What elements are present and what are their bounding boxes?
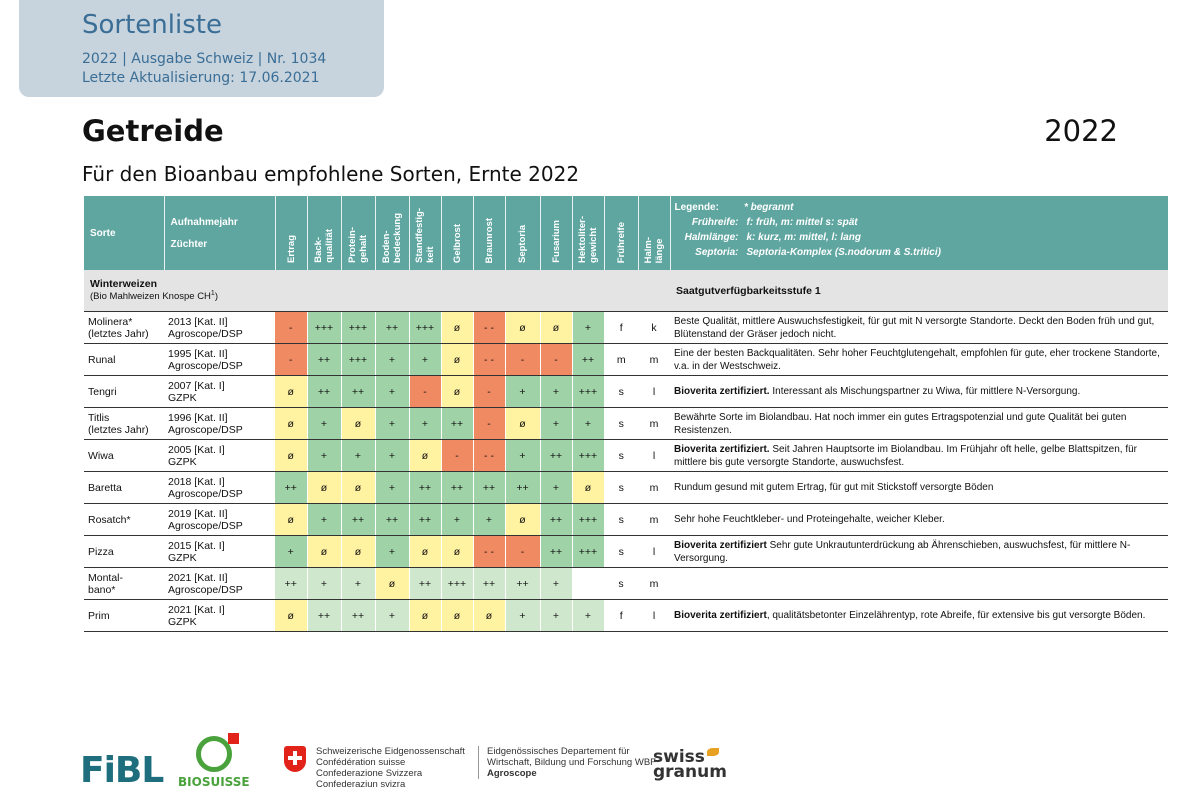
legend-septoria-label: Septoria: bbox=[695, 247, 739, 258]
rating-braunrost: ++ bbox=[473, 568, 505, 600]
rating-standfestigkeit: + bbox=[409, 344, 441, 376]
rating-gelbrost: ø bbox=[441, 536, 473, 568]
rating-halmlaenge: m bbox=[638, 504, 670, 536]
rating-septoria: - bbox=[505, 536, 540, 568]
rating-proteingehalt: +++ bbox=[341, 312, 375, 344]
section-subtitle: (Bio Mahlweizen Knospe $CH^1$) bbox=[90, 290, 218, 303]
rating-gelbrost: ø bbox=[441, 600, 473, 632]
rating-ertrag: ø bbox=[275, 600, 307, 632]
admission-breeder: 2019 [Kat. II] Agroscope/DSP bbox=[164, 504, 275, 536]
rating-proteingehalt: ++ bbox=[341, 376, 375, 408]
table-row bbox=[84, 472, 1168, 504]
rating-gelbrost: ø bbox=[441, 344, 473, 376]
rating-standfestigkeit: ++ bbox=[409, 472, 441, 504]
table-row bbox=[84, 504, 1168, 536]
rating-ertrag: ø bbox=[275, 376, 307, 408]
rating-halmlaenge: m bbox=[638, 408, 670, 440]
admission-breeder: 1995 [Kat. II] Agroscope/DSP bbox=[164, 344, 275, 376]
rating-ertrag: - bbox=[275, 312, 307, 344]
rating-backqualitaet: ++ bbox=[307, 600, 341, 632]
admission-breeder: 1996 [Kat. II] Agroscope/DSP bbox=[164, 408, 275, 440]
col-header-hektolitergewicht: Hektoliter- gewicht bbox=[572, 196, 604, 270]
rating-bodenbedeckung: ++ bbox=[375, 504, 409, 536]
rating-hektolitergewicht: + bbox=[572, 408, 604, 440]
variety-comment: Beste Qualität, mittlere Auswuchsfestigkeit, für gut mit N versorgte Standorte. Deckt den Boden früh und gut, Blütenstand der Gräser jedoch nicht. bbox=[670, 312, 1168, 344]
rating-braunrost: + bbox=[473, 504, 505, 536]
fibl-logo: FiBL bbox=[80, 750, 164, 791]
col-header-aufnahme: Aufnahmejahr Züchter bbox=[164, 196, 275, 270]
rating-gelbrost: ø bbox=[441, 376, 473, 408]
rating-standfestigkeit: ø bbox=[409, 536, 441, 568]
rating-hektolitergewicht: ++ bbox=[572, 344, 604, 376]
section-title: Winterweizen bbox=[90, 278, 157, 291]
page-subtitle: Für den Bioanbau empfohlene Sorten, Ernte 2022 bbox=[82, 162, 580, 186]
rating-fruehreife: s bbox=[604, 472, 638, 504]
variety-name: Baretta bbox=[84, 472, 164, 504]
rating-bodenbedeckung: + bbox=[375, 536, 409, 568]
wbf-text: Eidgenössisches Departement für Wirtschaft, Bildung und Forschung WBF Agroscope bbox=[478, 746, 656, 779]
rating-braunrost: ø bbox=[473, 600, 505, 632]
rating-backqualitaet: ++ bbox=[307, 344, 341, 376]
rating-backqualitaet: ++ bbox=[307, 376, 341, 408]
variety-comment: Sehr hohe Feuchtkleber- und Proteingehalte, weicher Kleber. bbox=[670, 504, 1168, 536]
rating-fusarium: + bbox=[540, 376, 572, 408]
table-row bbox=[84, 600, 1168, 632]
admission-breeder: 2013 [Kat. II] Agroscope/DSP bbox=[164, 312, 275, 344]
rating-fruehreife: s bbox=[604, 536, 638, 568]
rating-braunrost: - - bbox=[473, 536, 505, 568]
rating-bodenbedeckung: + bbox=[375, 600, 409, 632]
rating-ertrag: ø bbox=[275, 408, 307, 440]
page-title: Getreide bbox=[82, 114, 224, 148]
table-row bbox=[84, 536, 1168, 568]
confederation-text: Schweizerische Eidgenossenschaft Confédération suisse Confederazione Svizzera Confederaziun svizra bbox=[316, 746, 465, 790]
rating-fusarium: ++ bbox=[540, 440, 572, 472]
variety-comment: Bioverita zertifiziert, qualitätsbetonter Einzelährentyp, rote Abreife, für extensive bis gut versorgte Böden. bbox=[670, 600, 1168, 632]
rating-proteingehalt: +++ bbox=[341, 344, 375, 376]
rating-fusarium: + bbox=[540, 568, 572, 600]
rating-hektolitergewicht: + bbox=[572, 600, 604, 632]
rating-hektolitergewicht: +++ bbox=[572, 440, 604, 472]
col-header-septoria: Septoria bbox=[505, 196, 540, 270]
rating-halmlaenge: l bbox=[638, 440, 670, 472]
rating-proteingehalt: ++ bbox=[341, 600, 375, 632]
rating-fusarium: + bbox=[540, 600, 572, 632]
legend-septoria: Septoria-Komplex (S.nodorum & S.tritici) bbox=[746, 247, 941, 258]
rating-ertrag: - bbox=[275, 344, 307, 376]
col-header-gelbrost: Gelbrost bbox=[441, 196, 473, 270]
rating-septoria: - bbox=[505, 344, 540, 376]
variety-comment bbox=[670, 568, 1168, 600]
rating-bodenbedeckung: + bbox=[375, 472, 409, 504]
year-label: 2022 bbox=[1044, 114, 1118, 148]
rating-bodenbedeckung: + bbox=[375, 440, 409, 472]
col-header-sorte: Sorte bbox=[84, 196, 164, 270]
rating-ertrag: + bbox=[275, 536, 307, 568]
col-header-braunrost: Braunrost bbox=[473, 196, 505, 270]
variety-name: Rosatch* bbox=[84, 504, 164, 536]
rating-braunrost: - - bbox=[473, 440, 505, 472]
rating-ertrag: ++ bbox=[275, 568, 307, 600]
rating-septoria: ++ bbox=[505, 568, 540, 600]
swiss-flag-icon bbox=[228, 733, 239, 744]
rating-ertrag: ++ bbox=[275, 472, 307, 504]
table-row bbox=[84, 408, 1168, 440]
rating-hektolitergewicht: +++ bbox=[572, 376, 604, 408]
table-row bbox=[84, 440, 1168, 472]
legend-fruehreife-label: Frühreife: bbox=[691, 217, 739, 228]
rating-septoria: ++ bbox=[505, 472, 540, 504]
variety-comment: Bewährte Sorte im Biolandbau. Hat noch immer ein gutes Ertragspotenzial und gute Qualität bei guten Resistenzen. bbox=[670, 408, 1168, 440]
rating-halmlaenge: l bbox=[638, 536, 670, 568]
variety-name: Montal- bano* bbox=[84, 568, 164, 600]
table-row bbox=[84, 312, 1168, 344]
col-header-halmlaenge: Halm- länge bbox=[638, 196, 670, 270]
rating-halmlaenge: k bbox=[638, 312, 670, 344]
admission-breeder: 2021 [Kat. I] GZPK bbox=[164, 600, 275, 632]
variety-comment: Bioverita zertifiziert. Seit Jahren Hauptsorte im Biolandbau. Im Frühjahr oft helle, gelbe Blattspitzen, für mittlere bis gute versorgte Standorte, auswuchsfest. bbox=[670, 440, 1168, 472]
col-header-ertrag: Ertrag bbox=[275, 196, 307, 270]
rating-fusarium: + bbox=[540, 472, 572, 504]
seed-availability: Saatgutverfügbarkeitsstufe 1 bbox=[670, 270, 1168, 312]
rating-backqualitaet: +++ bbox=[307, 312, 341, 344]
section-row bbox=[84, 270, 1168, 312]
col-header-backqualitaet: Back- qualität bbox=[307, 196, 341, 270]
rating-gelbrost: +++ bbox=[441, 568, 473, 600]
rating-ertrag: ø bbox=[275, 440, 307, 472]
admission-breeder: 2021 [Kat. II] Agroscope/DSP bbox=[164, 568, 275, 600]
rating-braunrost: - - bbox=[473, 344, 505, 376]
rating-fruehreife: m bbox=[604, 344, 638, 376]
rating-fruehreife: s bbox=[604, 568, 638, 600]
rating-halmlaenge: m bbox=[638, 344, 670, 376]
rating-bodenbedeckung: + bbox=[375, 376, 409, 408]
rating-fruehreife: f bbox=[604, 312, 638, 344]
biosuisse-bud-icon bbox=[196, 736, 232, 772]
rating-fruehreife: s bbox=[604, 440, 638, 472]
rating-backqualitaet: + bbox=[307, 504, 341, 536]
rating-ertrag: ø bbox=[275, 504, 307, 536]
rating-proteingehalt: + bbox=[341, 440, 375, 472]
rating-backqualitaet: + bbox=[307, 408, 341, 440]
rating-septoria: ø bbox=[505, 504, 540, 536]
rating-fusarium: + bbox=[540, 408, 572, 440]
rating-standfestigkeit: ++ bbox=[409, 568, 441, 600]
variety-name: Wiwa bbox=[84, 440, 164, 472]
admission-breeder: 2005 [Kat. I] GZPK bbox=[164, 440, 275, 472]
rating-gelbrost: - bbox=[441, 440, 473, 472]
biosuisse-logo: BIOSUISSE bbox=[178, 775, 250, 789]
variety-name: Molinera* (letztes Jahr) bbox=[84, 312, 164, 344]
rating-braunrost: - - bbox=[473, 312, 505, 344]
rating-bodenbedeckung: ø bbox=[375, 568, 409, 600]
rating-gelbrost: + bbox=[441, 504, 473, 536]
rating-hektolitergewicht: +++ bbox=[572, 504, 604, 536]
rating-fusarium: ++ bbox=[540, 504, 572, 536]
rating-bodenbedeckung: + bbox=[375, 408, 409, 440]
rating-bodenbedeckung: ++ bbox=[375, 312, 409, 344]
rating-standfestigkeit: ++ bbox=[409, 504, 441, 536]
rating-proteingehalt: ++ bbox=[341, 504, 375, 536]
rating-hektolitergewicht: ø bbox=[572, 472, 604, 504]
legend-label: Legende: bbox=[674, 202, 719, 213]
variety-name: Tengri bbox=[84, 376, 164, 408]
variety-table bbox=[84, 196, 1168, 632]
rating-proteingehalt: + bbox=[341, 568, 375, 600]
variety-comment: Rundum gesund mit gutem Ertrag, für gut mit Stickstoff versorgte Böden bbox=[670, 472, 1168, 504]
variety-name: Titlis (letztes Jahr) bbox=[84, 408, 164, 440]
rating-proteingehalt: ø bbox=[341, 472, 375, 504]
rating-hektolitergewicht: +++ bbox=[572, 536, 604, 568]
legend-begrannt: * begrannt bbox=[743, 202, 794, 213]
table-row bbox=[84, 344, 1168, 376]
admission-breeder: 2015 [Kat. I] GZPK bbox=[164, 536, 275, 568]
rating-septoria: + bbox=[505, 440, 540, 472]
rating-fruehreife: f bbox=[604, 600, 638, 632]
rating-braunrost: ++ bbox=[473, 472, 505, 504]
rating-proteingehalt: ø bbox=[341, 536, 375, 568]
variety-comment: Bioverita zertifiziert. Interessant als Mischungspartner zu Wiwa, für mittlere N-Versorgung. bbox=[670, 376, 1168, 408]
table-row bbox=[84, 568, 1168, 600]
admission-breeder: 2007 [Kat. I] GZPK bbox=[164, 376, 275, 408]
col-header-fusarium: Fusarium bbox=[540, 196, 572, 270]
rating-standfestigkeit: + bbox=[409, 408, 441, 440]
rating-hektolitergewicht bbox=[572, 568, 604, 600]
document-title: Sortenliste bbox=[82, 10, 222, 40]
rating-braunrost: - bbox=[473, 376, 505, 408]
rating-fusarium: - bbox=[540, 344, 572, 376]
rating-backqualitaet: + bbox=[307, 440, 341, 472]
edition-line: 2022 | Ausgabe Schweiz | Nr. 1034 bbox=[82, 51, 327, 67]
rating-fruehreife: s bbox=[604, 376, 638, 408]
col-header-bodenbedeckung: Boden- bedeckung bbox=[375, 196, 409, 270]
variety-name: Runal bbox=[84, 344, 164, 376]
rating-fruehreife: s bbox=[604, 504, 638, 536]
rating-standfestigkeit: +++ bbox=[409, 312, 441, 344]
update-line: Letzte Aktualisierung: 17.06.2021 bbox=[82, 70, 320, 86]
rating-standfestigkeit: ø bbox=[409, 440, 441, 472]
grain-icon bbox=[707, 748, 719, 756]
rating-fruehreife: s bbox=[604, 408, 638, 440]
rating-septoria: ø bbox=[505, 312, 540, 344]
legend-halmlaenge-label: Halmlänge: bbox=[684, 232, 739, 243]
rating-hektolitergewicht: + bbox=[572, 312, 604, 344]
variety-name: Prim bbox=[84, 600, 164, 632]
legend-fruehreife: f: früh, m: mittel s: spät bbox=[746, 217, 858, 228]
rating-septoria: ø bbox=[505, 408, 540, 440]
legend-halmlaenge: k: kurz, m: mittel, l: lang bbox=[746, 232, 861, 243]
rating-gelbrost: ++ bbox=[441, 408, 473, 440]
rating-septoria: + bbox=[505, 600, 540, 632]
rating-braunrost: - bbox=[473, 408, 505, 440]
col-header-proteingehalt: Protein- gehalt bbox=[341, 196, 375, 270]
rating-halmlaenge: m bbox=[638, 472, 670, 504]
col-header-fruehreife: Frühreife bbox=[604, 196, 638, 270]
swiss-coat-of-arms-icon bbox=[284, 746, 306, 772]
col-header-standfestigkeit: Standfestig- keit bbox=[409, 196, 441, 270]
rating-backqualitaet: + bbox=[307, 568, 341, 600]
rating-halmlaenge: l bbox=[638, 600, 670, 632]
swissgranum-logo: swiss granum bbox=[653, 747, 727, 782]
rating-gelbrost: ø bbox=[441, 312, 473, 344]
legend bbox=[670, 196, 1168, 270]
rating-halmlaenge: m bbox=[638, 568, 670, 600]
rating-gelbrost: ++ bbox=[441, 472, 473, 504]
rating-fusarium: ø bbox=[540, 312, 572, 344]
variety-comment: Eine der besten Backqualitäten. Sehr hoher Feuchtglutengehalt, empfohlen für gute, eher trockene Standorte, v.a. in der Westschweiz. bbox=[670, 344, 1168, 376]
rating-standfestigkeit: ø bbox=[409, 600, 441, 632]
rating-fusarium: ++ bbox=[540, 536, 572, 568]
rating-septoria: + bbox=[505, 376, 540, 408]
rating-bodenbedeckung: + bbox=[375, 344, 409, 376]
variety-comment: Bioverita zertifiziert Sehr gute Unkrautunterdrückung ab Ährenschieben, auswuchsfest, für mittlere N-Versorgung. bbox=[670, 536, 1168, 568]
rating-backqualitaet: ø bbox=[307, 472, 341, 504]
rating-backqualitaet: ø bbox=[307, 536, 341, 568]
table-row bbox=[84, 376, 1168, 408]
admission-breeder: 2018 [Kat. I] Agroscope/DSP bbox=[164, 472, 275, 504]
rating-halmlaenge: l bbox=[638, 376, 670, 408]
rating-standfestigkeit: - bbox=[409, 376, 441, 408]
variety-name: Pizza bbox=[84, 536, 164, 568]
rating-proteingehalt: ø bbox=[341, 408, 375, 440]
